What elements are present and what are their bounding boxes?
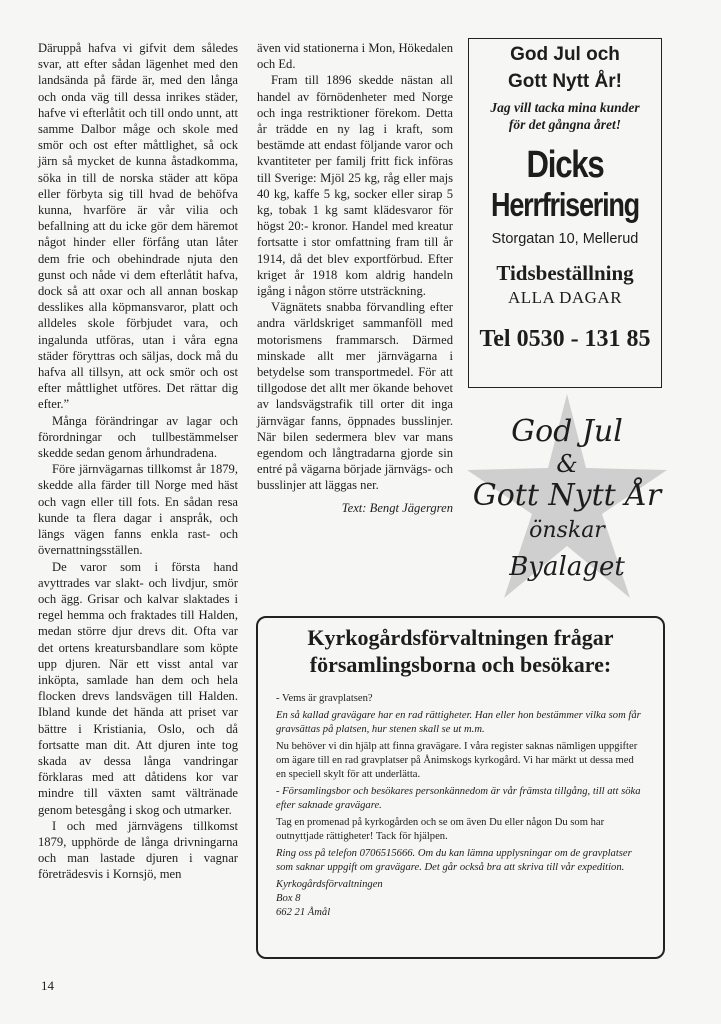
- article-column-middle: [257, 40, 453, 516]
- ad-thanks: [469, 99, 661, 133]
- ad-greeting-line1: God Jul och: [510, 44, 620, 65]
- notice-address: [276, 878, 645, 920]
- notice-title-line1: Kyrkogårdsförvaltningen frågar: [307, 625, 614, 650]
- article-paragraph: Före järnvägarnas tillkomst år 1879, skedde alla färder till Norge med häst och vagn eller till fots. En sådan resa kunde ta flera dagar i anspråk, och längs vägen fanns enkla rast- och övernattningsställen.: [38, 462, 238, 558]
- ad-business-name-line1: Dicks: [526, 144, 604, 186]
- ad-thanks-line1: Jag vill tacka mina kunder: [490, 100, 640, 115]
- dicks-herrfrisering-ad: [468, 38, 662, 388]
- byalaget-christmas-ad: [462, 392, 672, 602]
- notice-title-line2: församlingsborna och besökare:: [309, 652, 612, 677]
- article-byline: Text: Bengt Jägergren: [341, 500, 453, 515]
- xmas-line1: God Jul: [511, 414, 623, 449]
- xmas-line4: önskar: [529, 518, 605, 543]
- ad-booking: Tidsbeställning: [496, 261, 634, 285]
- notice-address-box: Box 8: [276, 893, 301, 904]
- notice-address-city: 662 21 Åmål: [276, 907, 331, 918]
- article-paragraph: Vägnätets snabba förvandling efter andra världskriget sammanföll med motorismens frammarsch. Därmed minskade allt mer järnvägarna i betydelse som transportmedel. För att tillgodose det allt mer ökande behovet av landsvägstrafik till orter dit inga järnvägar fanns, öppnades busslinjer. När bilen sedermera blev var mans egendom och långtradarna gjorde sin entré på vägarna började järnvägs- och busslinjer att läggas ner.: [257, 300, 453, 493]
- page-number: 14: [41, 978, 54, 993]
- ad-thanks-line2: för det gångna året!: [508, 117, 622, 132]
- article-paragraph: Många förändringar av lagar och förordningar och tullbestämmelser skedde sedan genom århundradena.: [38, 413, 238, 461]
- notice-item: - Vems är gravplatsen?: [276, 693, 373, 704]
- notice-item: En så kallad gravägare har en rad rättigheter. Han eller hon bestämmer vilka som får gravsättas på platsen, hur stenen skall se ut m.m.: [276, 710, 641, 735]
- notice-item: Ring oss på telefon 0706515666. Om du kan lämna upplysningar om de gravplatser som saknar uppgift om gravägare. Det går också bra att skriva till vår expedition.: [276, 848, 632, 873]
- ad-days: ALLA DAGAR: [507, 288, 623, 307]
- cemetery-notice-box: [256, 616, 665, 959]
- article-paragraph: Däruppå hafva vi gifvit dem således svar, att efter sådan lägenhet med den landsända på färde är, med den långa och onda väg till dessa inrikes städer, hafve vi efterlåtit och till ondo unnt, att samme Dalbor måge och skole med smör och ost efter måttlighet, så ock järn så mycket de kunna åstadkomma, söka in till de norska städer att köpa eller förbyta sig till hvad de behöfva kunna, hvarföre är vår vilia och befallning att du icke gör dem häremot något hinder eller förfång utan låter dem frie och obehindrade njuta den gunst och nåde vi dem efterlåtit hafva, dock så att oxar och all annan boskap desslikes alla köpmansvaror, platt och alldeles skole förbjudet vara, och ingalunda utföras, utan i våra egna städer föryttras och säljas, dock må du hafva all tillsyn, att ock smör och ost efter måttlighet utföres. Det rättar dig efter.”: [38, 41, 238, 412]
- ad-address: Storgatan 10, Mellerud: [491, 231, 639, 247]
- notice-item: Nu behöver vi din hjälp att finna gravägare. I våra register saknas nämligen uppgifter om ägare till en rad gravplatser på Ånimskogs kyrkogård. Vi har märkt ut dessa med en speciell skylt för att underlätta.: [276, 741, 638, 780]
- notice-item: Tag en promenad på kyrkogården och se om även Du eller någon Du som har outnyttjade rättigheter! Tack för hjälpen.: [276, 817, 605, 842]
- notice-body: [276, 692, 645, 920]
- article-column-left: [38, 40, 238, 883]
- ad-greeting-line2: Gott Nytt År!: [508, 71, 622, 92]
- article-paragraph: I och med järnvägens tillkomst 1879, upphörde de långa drivningarna och man lastade djuren i vagnar företrädesvis i Kornsjö, men: [38, 818, 238, 882]
- notice-title: [276, 624, 645, 678]
- xmas-line3: Gott Nytt År: [472, 478, 662, 513]
- notice-item: - Församlingsbor och besökares personkännedom är vår främsta tillgång, till att söka efter saknade gravägare.: [276, 786, 641, 811]
- article-paragraph: De varor som i första hand avyttrades var slakt- och livdjur, smör och ägg. Grisar och kalvar slaktades i regel hemma och fraktades till Halden, medan större djur drevs dit. Ofta var det ortens kreatursbandlare som köpte upp djuren. När ett visst antal var inköpta, samlade han dem och hela flocken drevs landsvägen till Halden. Ibland kunde det hända att priset var bättre i Kristiania, Oslo, och då fortsatte man dit. Att djuren inte tog skada av dessa långa vandringar förklaras med att dåtidens kor var mindre till växten samt vältränade genom betesgång i skog och utmarker.: [38, 559, 238, 817]
- xmas-signature: Byalaget: [509, 552, 625, 582]
- xmas-ampersand: &: [556, 450, 578, 478]
- article-paragraph: Fram till 1896 skedde nästan all handel av förnödenheter med Norge och inga restriktioner förekom. Detta år trädde en ny lag i kraft, som bestämde att endast följande varor och kvantiteter per familj fritt fick införas till Sverige: Mjöl 25 kg, råg eller majs 40 kg, kaffe 5 kg, socker eller sirap 5 kg, tobak 1 kg samt klädesvaror för högst 20:- kronor. Handel med kreatur fortsatte i stor omfattning fram till år 1914, då det blev exportförbud. Efter kriget år 1918 kom aldrig handeln igång i någon större utsträckning.: [257, 73, 453, 299]
- article-paragraph: även vid stationerna i Mon, Hökedalen och Ed.: [257, 41, 453, 72]
- notice-address-org: Kyrkogårdsförvaltningen: [276, 879, 383, 890]
- ad-business-name-line2: Herrfrisering: [491, 186, 639, 223]
- ad-phone: Tel 0530 - 131 85: [479, 326, 651, 352]
